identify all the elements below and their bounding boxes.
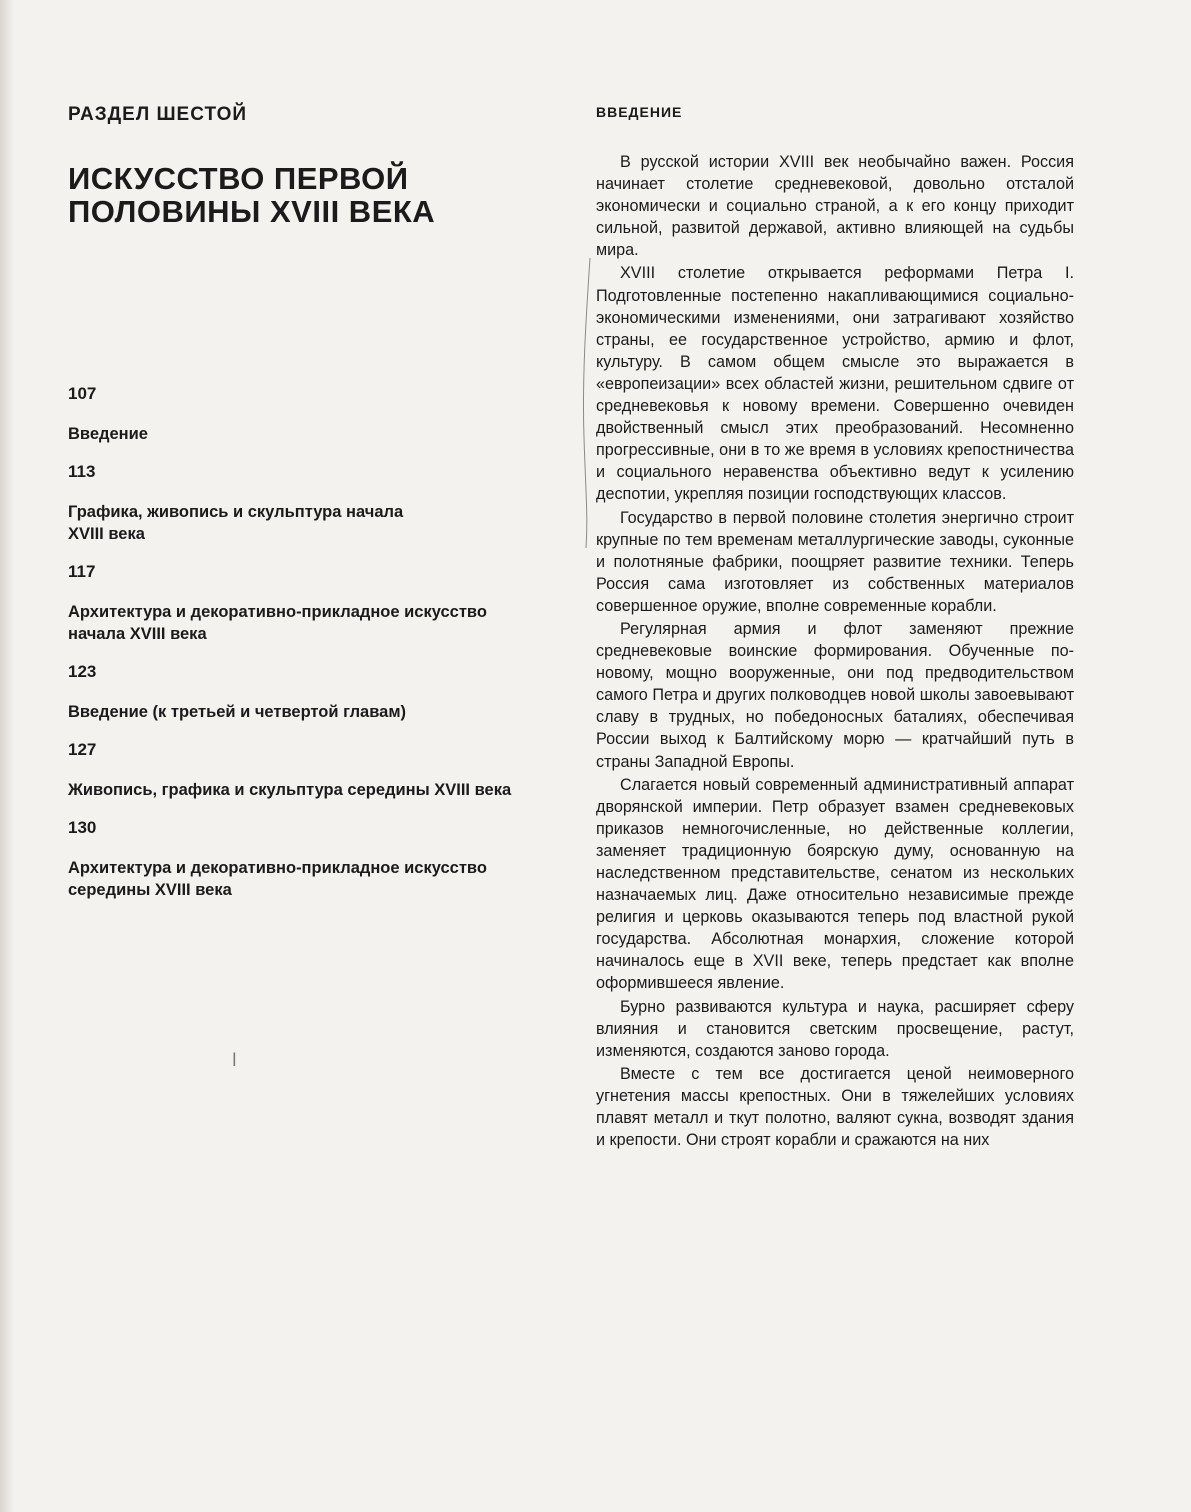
- toc-title: Графика, живопись и скульптура начала XVIII века: [68, 503, 404, 543]
- toc-page-number: 107: [68, 384, 97, 403]
- pencil-margin-line: [580, 258, 592, 548]
- table-of-contents: [68, 384, 548, 918]
- toc-entry[interactable]: [68, 818, 548, 901]
- toc-entry[interactable]: [68, 562, 548, 645]
- body-paragraph: В русской истории XVIII век необычайно важен. Россия начинает столетие средневековой, довольно отсталой экономически и социально страной, а к его концу приходит сильной, развитой державой, активно влияющей на судьбы мира.: [596, 153, 1074, 260]
- toc-entry[interactable]: [68, 462, 548, 545]
- body-paragraph: Государство в первой половине столетия энергично строит крупные по тем временам металлургические заводы, суконные и полотняные фабрики, поощряет развитие техники. Теперь Россия сама изготовляет из собственных материалов совершенное оружие, вполне современные корабли.: [596, 508, 1074, 615]
- toc-page-number: 113: [68, 462, 96, 481]
- toc-title: Живопись, графика и скульптура середины XVIII века: [68, 781, 512, 799]
- introduction-heading: ВВЕДЕНИЕ: [596, 104, 683, 120]
- section-header: [68, 104, 538, 228]
- toc-entry[interactable]: [68, 662, 548, 723]
- toc-entry[interactable]: [68, 384, 548, 445]
- toc-title: Введение: [68, 425, 148, 443]
- toc-entry[interactable]: [68, 740, 548, 801]
- body-paragraph: Бурно развиваются культура и наука, расширяет сферу влияния и становится светским просвещение, растут, изменяются, создаются заново города.: [596, 997, 1074, 1060]
- chapter-title-line-2: ПОЛОВИНЫ XVIII ВЕКА: [68, 194, 436, 229]
- section-label: РАЗДЕЛ ШЕСТОЙ: [68, 104, 248, 125]
- body-paragraph: Регулярная армия и флот заменяют прежние средневековые воинские формирования. Обученные по-новому, мощно вооруженные, они под предводительством самого Петра и других полководцев новой школы завоевывают славу в трудных, но победоносных баталиях, обеспечивая России выход к Балтийскому морю — кратчайший путь в страны Западной Европы.: [596, 619, 1074, 771]
- toc-page-number: 117: [68, 562, 96, 581]
- body-paragraph: Слагается новый современный административный аппарат дворянской империи. Петр образует взамен средневековых приказов немногочисленные, но действенные коллегии, заменяет традиционную боярскую думу, основанную на наследственном представительстве, сенатом из нескольких назначаемых лиц. Даже относительно независимые прежде религия и церковь оказываются теперь под властной рукой государства. Абсолютная монархия, сложение которой начиналось еще в XVII веке, теперь предстает как вполне оформившееся явление.: [596, 775, 1074, 993]
- toc-title: Архитектура и декоративно-прикладное искусство начала XVIII века: [68, 603, 487, 643]
- toc-page-number: 127: [68, 740, 97, 759]
- introduction-column: [596, 104, 1074, 1152]
- toc-title: Архитектура и декоративно-прикладное искусство середины XVIII века: [68, 859, 487, 899]
- toc-page-number: 123: [68, 662, 97, 681]
- page-edge: [0, 0, 14, 1512]
- body-paragraph: Вместе с тем все достигается ценой неимоверного угнетения массы крепостных. Они в тяжелейших условиях плавят металл и ткут полотно, валяют сукна, возводят здания и крепости. Они строят корабли и сражаются на них: [596, 1064, 1074, 1150]
- body-paragraph: XVIII столетие открывается реформами Петра I. Подготовленные постепенно накапливающимися социально-экономическими изменениями, они затрагивают хозяйство страны, ее государственное устройство, армию и флот, культуру. В самом общем смысле это выражается в «европеизации» всех областей жизни, решительном сдвиге от средневековья к новому времени. Совершенно очевиден двойственный смысл этих преобразований. Несомненно прогрессивные, они в то же время в условиях крепостничества и социального неравенства объективно ведут к усилению деспотии, укрепляя позиции господствующих классов.: [596, 264, 1074, 504]
- toc-title: Введение (к третьей и четвертой главам): [68, 703, 407, 721]
- scan-speck: ǀ: [232, 1050, 237, 1070]
- toc-page-number: 130: [68, 818, 97, 837]
- chapter-title-line-1: ИСКУССТВО ПЕРВОЙ: [68, 161, 409, 196]
- chapter-title: [68, 162, 538, 228]
